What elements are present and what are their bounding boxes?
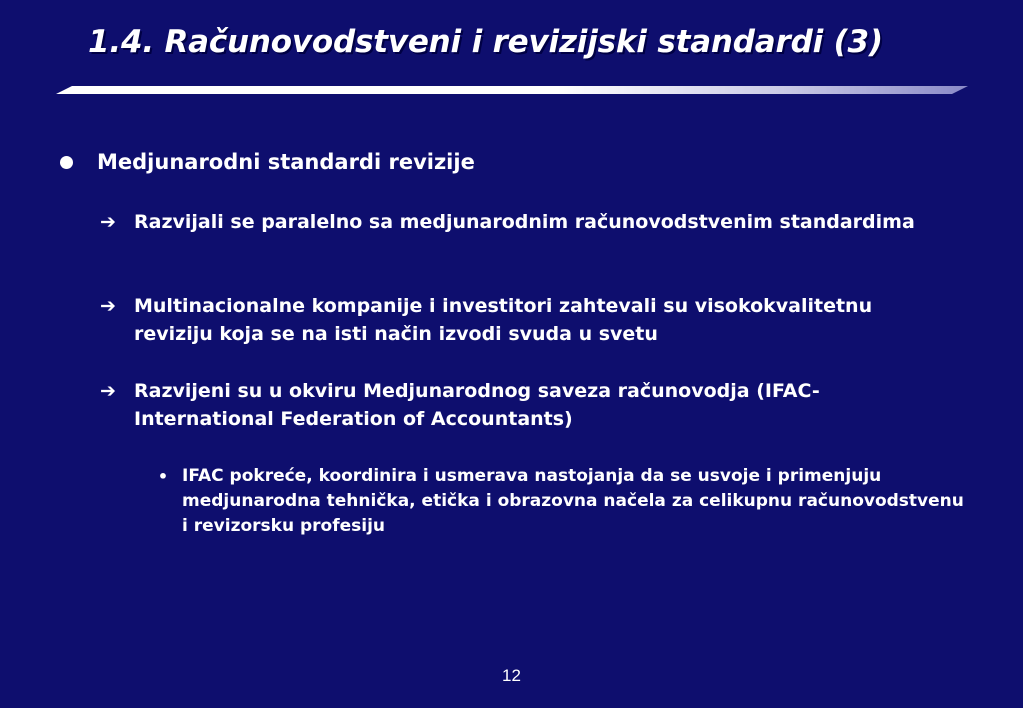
slide-title: 1.4. Računovodstveni i revizijski standardi (3): [88, 24, 883, 60]
main-bullet: [60, 150, 475, 174]
third-level-bullet: [144, 464, 972, 539]
right-arrow-icon: ➔: [100, 211, 116, 233]
sub-bullet-text: Razvijeni su u okviru Medjunarodnog saveza računovodja (IFAC-International Federation of Accountants): [134, 380, 820, 430]
third-level-text: IFAC pokreće, koordinira i usmerava nastojanja da se usvoje i primenjuju medjunarodna tehnička, etička i obrazovna načela za celikupnu računovodstvenu i revizorsku profesiju: [182, 466, 964, 536]
sub-bullet-1: [100, 208, 954, 236]
right-arrow-icon: ➔: [100, 295, 116, 317]
title-underline: [56, 86, 968, 94]
sub-bullet-text: Razvijali se paralelno sa medjunarodnim računovodstvenim standardima: [134, 211, 915, 233]
small-dot-icon: •: [157, 467, 169, 486]
circle-bullet-icon: [60, 156, 73, 169]
sub-bullet-text: Multinacionalne kompanije i investitori zahtevali su visokokvalitetnu reviziju koja se na isti način izvodi svuda u svetu: [134, 295, 873, 345]
right-arrow-icon: ➔: [100, 380, 116, 402]
sub-bullet-3: [100, 377, 954, 433]
sub-bullet-2: [100, 292, 954, 348]
page-number: 12: [502, 666, 521, 685]
main-bullet-text: Medjunarodni standardi revizije: [97, 150, 475, 174]
